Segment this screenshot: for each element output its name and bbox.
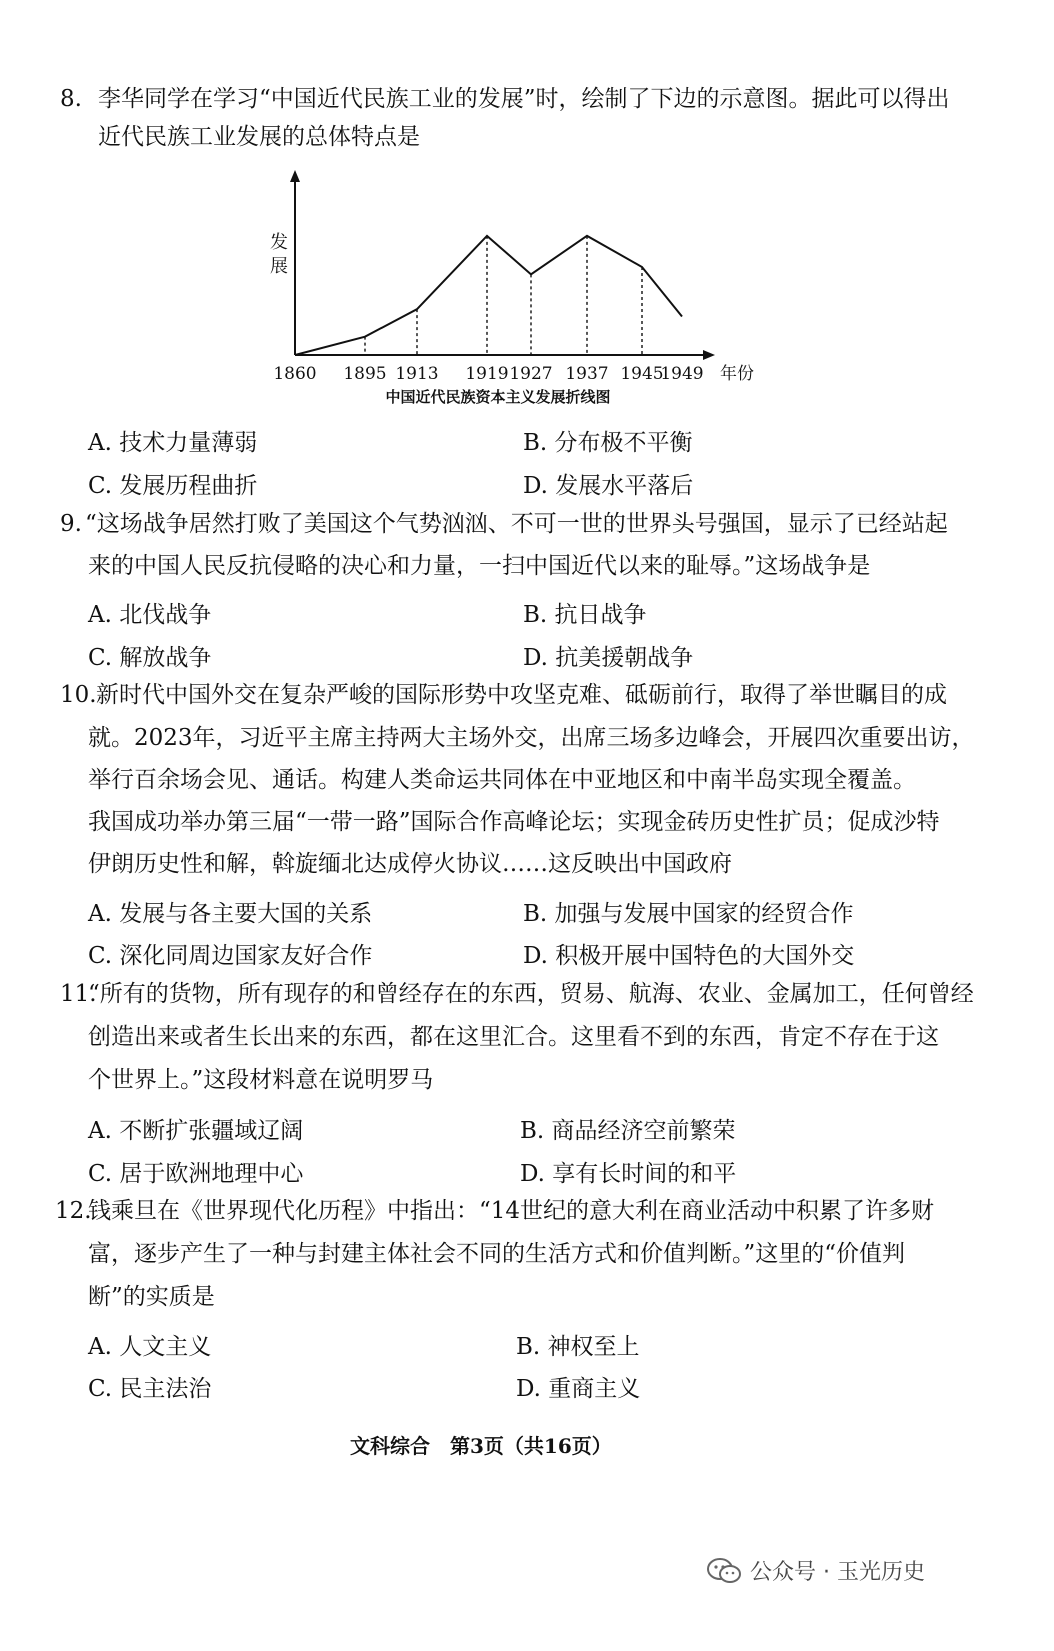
q10-option-c[interactable]: C. 深化同周边国家友好合作 [88, 943, 373, 969]
x-tick-label: 1927 [509, 364, 553, 384]
q8-option-b[interactable]: B. 分布极不平衡 [523, 430, 693, 456]
x-tick-label: 1937 [565, 364, 609, 384]
x-tick-label: 1919 [465, 364, 509, 384]
development-line-chart [255, 160, 775, 420]
q11-stem-line2: 创造出来或者生长出来的东西，都在这里汇合。这里看不到的东西，肯定不存在于这 [88, 1024, 939, 1050]
q9-stem-line2: 来的中国人民反抗侵略的决心和力量，一扫中国近代以来的耻辱。”这场战争是 [88, 553, 871, 579]
q10-stem-line1: 新时代中国外交在复杂严峻的国际形势中攻坚克难、砥砺前行，取得了举世瞩目的成 [96, 682, 947, 708]
x-tick-label: 1913 [395, 364, 439, 384]
q10-number: 10. [60, 682, 97, 708]
x-axis-arrow [703, 350, 715, 360]
q9-option-d[interactable]: D. 抗美援朝战争 [523, 645, 694, 671]
q12-option-b[interactable]: B. 神权至上 [516, 1334, 640, 1360]
q10-stem-line2: 就。2023年，习近平主席主持两大主场外交，出席三场多边峰会，开展四次重要出访， [88, 725, 975, 751]
q8-number: 8. [60, 86, 82, 112]
q9-option-b[interactable]: B. 抗日战争 [523, 602, 647, 628]
watermark-text: 公众号 · 玉光历史 [750, 1560, 925, 1585]
q9-option-a[interactable]: A. 北伐战争 [88, 602, 212, 628]
q10-stem-line3: 举行百余场会见、通话。构建人类命运共同体在中亚地区和中南半岛实现全覆盖。 [88, 767, 916, 793]
q9-number: 9. [60, 511, 82, 537]
q10-option-d[interactable]: D. 积极开展中国特色的大国外交 [523, 943, 855, 969]
q11-option-b[interactable]: B. 商品经济空前繁荣 [520, 1118, 736, 1144]
q12-stem-line1: 钱乘旦在《世界现代化历程》中指出：“14世纪的意大利在商业活动中积累了许多财 [88, 1198, 935, 1224]
q9-option-c[interactable]: C. 解放战争 [88, 645, 212, 671]
page-footer: 文科综合 第3页（共16页） [350, 1434, 612, 1458]
x-axis-label: 年份 [720, 364, 754, 384]
q12-stem-line2: 富，逐步产生了一种与封建主体社会不同的生活方式和价值判断。”这里的“价值判 [88, 1241, 906, 1267]
q8-option-a[interactable]: A. 技术力量薄弱 [88, 430, 258, 456]
x-tick-label: 1860 [273, 364, 317, 384]
q11-option-a[interactable]: A. 不断扩张疆域辽阔 [88, 1118, 304, 1144]
q12-option-c[interactable]: C. 民主法治 [88, 1376, 212, 1402]
q8-stem-line2: 近代民族工业发展的总体特点是 [98, 124, 420, 150]
q8-option-c[interactable]: C. 发展历程曲折 [88, 473, 258, 499]
x-tick-label: 1949 [660, 364, 704, 384]
wechat-icon [706, 1557, 742, 1585]
q11-stem-line1: “所有的货物，所有现存的和曾经存在的东西，贸易、航海、农业、金属加工，任何曾经 [88, 981, 974, 1007]
q8-option-d[interactable]: D. 发展水平落后 [523, 473, 694, 499]
q12-option-d[interactable]: D. 重商主义 [516, 1376, 641, 1402]
q10-option-a[interactable]: A. 发展与各主要大国的关系 [88, 901, 373, 927]
watermark [706, 1555, 925, 1586]
q10-option-b[interactable]: B. 加强与发展中国家的经贸合作 [523, 901, 854, 927]
y-axis-label: 展 [270, 256, 288, 277]
q12-number: 12. [55, 1198, 92, 1224]
y-axis-arrow [290, 170, 300, 182]
q11-option-c[interactable]: C. 居于欧洲地理中心 [88, 1161, 304, 1187]
series-line [295, 236, 682, 355]
q10-stem-line5: 伊朗历史性和解，斡旋缅北达成停火协议……这反映出中国政府 [88, 851, 732, 877]
q8-stem-line1: 李华同学在学习“中国近代民族工业的发展”时，绘制了下边的示意图。据此可以得出 [98, 86, 950, 112]
chart-title: 中国近代民族资本主义发展折线图 [385, 388, 611, 406]
x-tick-label: 1895 [343, 364, 387, 384]
q9-stem-line1: “这场战争居然打败了美国这个气势汹汹、不可一世的世界头号强国，显示了已经站起 [85, 511, 948, 537]
q10-stem-line4: 我国成功举办第三届“一带一路”国际合作高峰论坛；实现金砖历史性扩员；促成沙特 [88, 809, 940, 835]
q12-stem-line3: 断”的实质是 [88, 1284, 215, 1310]
q11-number: 11. [60, 981, 97, 1007]
x-tick-label: 1945 [620, 364, 664, 384]
q12-option-a[interactable]: A. 人文主义 [88, 1334, 212, 1360]
y-axis-label: 发 [270, 232, 288, 253]
q11-stem-line3: 个世界上。”这段材料意在说明罗马 [88, 1067, 434, 1093]
q11-option-d[interactable]: D. 享有长时间的和平 [520, 1161, 737, 1187]
